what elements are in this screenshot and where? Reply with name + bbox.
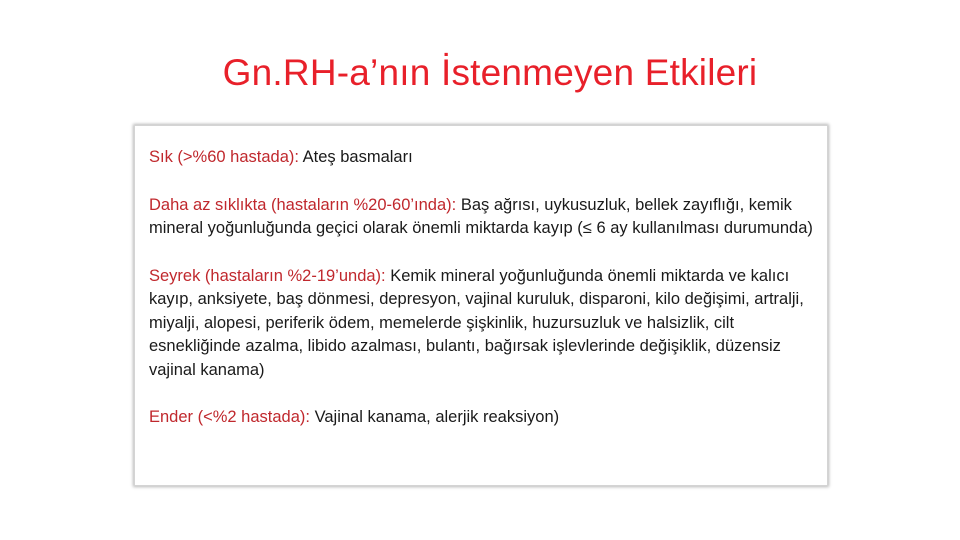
frequency-item-less-frequent	[149, 194, 815, 241]
effects-text-rare: Kemik mineral yoğunluğunda önemli miktarda ve kalıcı kayıp, anksiyete, baş dönmesi, depresyon, vajinal kuruluk, disparoni, kilo değişimi, artralji, miyalji, alopesi, periferik ödem, memelerde şişkinlik, huzursuzluk ve halsizlik, cilt esnekliğinde azalma, libido azalması, bulantı, bağırsak işlevlerinde değişiklik, düzensiz vajinal kanama)	[149, 266, 804, 379]
frequency-label-rare: Seyrek (hastaların %2-19’unda):	[149, 266, 386, 285]
content-box	[134, 125, 828, 486]
slide-title: Gn.RH-a’nın İstenmeyen Etkileri	[222, 52, 758, 93]
frequency-label-less-frequent: Daha az sıklıkta (hastaların %20-60’ında):	[149, 195, 457, 214]
frequency-item-common	[149, 146, 815, 170]
effects-text-common: Ateş basmaları	[298, 148, 413, 166]
effects-text-less-frequent: Baş ağrısı, uykusuzluk, bellek zayıflığı, kemik mineral yoğunluğunda geçici olarak önemli miktarda kayıp (≤ 6 ay kullanılması durumunda)	[149, 195, 813, 237]
effects-text-very-rare: Vajinal kanama, alerjik reaksiyon)	[309, 408, 560, 426]
frequency-item-rare	[149, 265, 815, 383]
frequency-label-very-rare: Ender (<%2 hastada):	[149, 408, 310, 426]
frequency-label-common: Sık (>%60 hastada):	[149, 148, 299, 166]
frequency-item-very-rare	[149, 406, 815, 430]
